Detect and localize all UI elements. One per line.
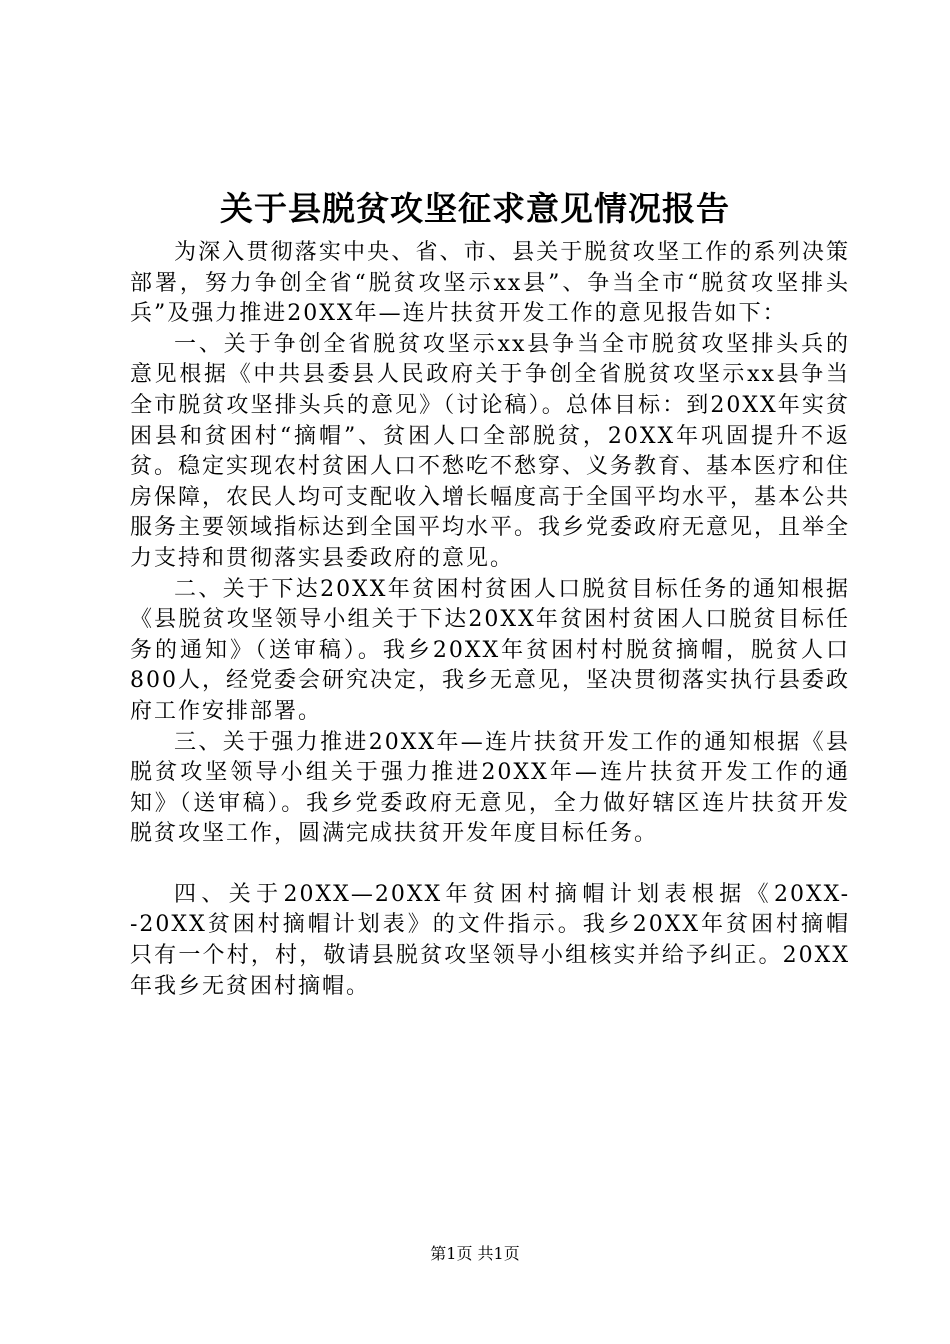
intro-paragraph: 为深入贯彻落实中央、省、市、县关于脱贫攻坚工作的系列决策部署，努力争创全省“脱贫攻坚示xx县”、争当全市“脱贫攻坚排头兵”及强力推进20XX年—连片扶贫开发工作的意见报告如下： [130,240,850,327]
document-title: 关于县脱贫攻坚征求意见情况报告 [220,189,730,228]
section-one-paragraph: 一、关于争创全省脱贫攻坚示xx县争当全市脱贫攻坚排头兵的意见根据《中共县委县人民政府关于争创全省脱贫攻坚示xx县争当全市脱贫攻坚排头兵的意见》（讨论稿）。总体目标：到20XX年实贫困县和贫困村“摘帽”、贫困人口全部脱贫，20XX年巩固提升不返贫。稳定实现农村贫困人口不愁吃不愁穿、义务教育、基本医疗和住房保障，农民人均可支配收入增长幅度高于全国平均水平，基本公共服务主要领域指标达到全国平均水平。我乡党委政府无意见，且举全力支持和贯彻落实县委政府的意见。 [130,331,851,571]
section-three-paragraph: 三、关于强力推进20XX年—连片扶贫开发工作的通知根据《县脱贫攻坚领导小组关于强力推进20XX年—连片扶贫开发工作的通知》（送审稿）。我乡党委政府无意见，全力做好辖区连片扶贫开发脱贫攻坚工作，圆满完成扶贫开发年度目标任务。 [130,729,850,847]
document-body [130,238,850,1002]
section-two-paragraph: 二、关于下达20XX年贫困村贫困人口脱贫目标任务的通知根据《县脱贫攻坚领导小组关于下达20XX年贫困村贫困人口脱贫目标任务的通知》（送审稿）。我乡20XX年贫困村村脱贫摘帽，脱贫人口800人，经党委会研究决定，我乡无意见，坚决贯彻落实执行县委政府工作安排部署。 [130,576,850,724]
section-four-paragraph: 四、关于20XX—20XX年贫困村摘帽计划表根据《20XX--20XX贫困村摘帽计划表》的文件指示。我乡20XX年贫困村摘帽只有一个村，村，敬请县脱贫攻坚领导小组核实并给予纠正。20XX年我乡无贫困村摘帽。 [130,881,850,999]
page-footer: 第1页 共1页 [430,1244,520,1263]
